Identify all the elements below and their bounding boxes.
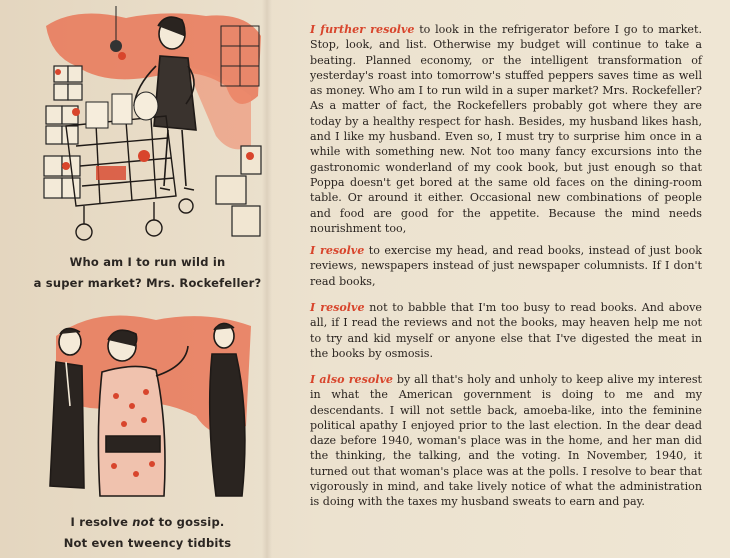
caption-bottom-line2: Not even tweency tidbits (63, 536, 232, 550)
paragraph-resolve-read (310, 243, 702, 289)
illustration-supermarket (36, 6, 266, 250)
paragraph-text: by all that's holy and unholy to keep alive my interest in what the American government is doing to me and my descendants. I will not settle back, amoeba-like, into the feminine political apathy I enjoyed prior to the last election. In the dear dead daze before 1940, woman's place was in the home, and her man did the thinking, the talking, and the voting. In November, 1940, it turned out that woman's place was at the polls. I resolve to bear that vigorously in mind, and take lively notice of what the administration is doing with the taxes my husband sweats to earn and pay. (310, 373, 702, 509)
supermarket-drawing (36, 6, 266, 250)
paragraph-text: to look in the refrigerator before I go to market. Stop, look, and list. Otherwise my budget will continue to take a beating. Planned economy, or the intelligent transformation of yesterday's roast into tomorrow's stuffed peppers saves time as well as money. Who am I to run wild in a super market? Mrs. Rockefeller? As a matter of fact, the Rockefellers probably got where they are today by a healthy respect for hash. Besides, my husband likes hash, and I like my husband. Even so, I must try to surprise him once in a while with something new. Not too many fancy excursions into the gastronomic wonderland of my cook book, but just enough so that Poppa doesn't get bored at the same old faces on the dining-room table. Or around it either. Occasional new combinations of people and food are good for the appetite. Because the mind needs nourishment too, (310, 23, 702, 235)
lead-resolve: I resolve (310, 244, 365, 257)
lead-also-resolve: I also resolve (310, 373, 393, 386)
paragraph-resolve-babble (310, 300, 702, 361)
gossip-drawing (36, 306, 266, 506)
paragraph-text: not to babble that I'm too busy to read books. And above all, if I read the reviews and not the books, may heaven help me not to try and kid myself or anyone else that I've digested the meat in the books by osmosis. (310, 301, 702, 360)
paragraph-text: to exercise my head, and read books, instead of just book reviews, newspapers instead of just newspaper columnists. If I don't read books, (310, 244, 702, 288)
caption-bottom-line1: I resolve not to gossip. (70, 515, 225, 529)
illustration-gossip (36, 306, 266, 506)
lead-further-resolve: I further resolve (310, 23, 415, 36)
caption-bottom (20, 512, 275, 554)
paragraph-also-resolve (310, 372, 702, 510)
caption-top (20, 252, 275, 294)
caption-top-line1: Who am I to run wild in (69, 255, 226, 269)
caption-top-line2: a super market? Mrs. Rockefeller? (33, 276, 262, 290)
paragraph-further-resolve (310, 22, 702, 236)
lead-resolve: I resolve (310, 301, 365, 314)
